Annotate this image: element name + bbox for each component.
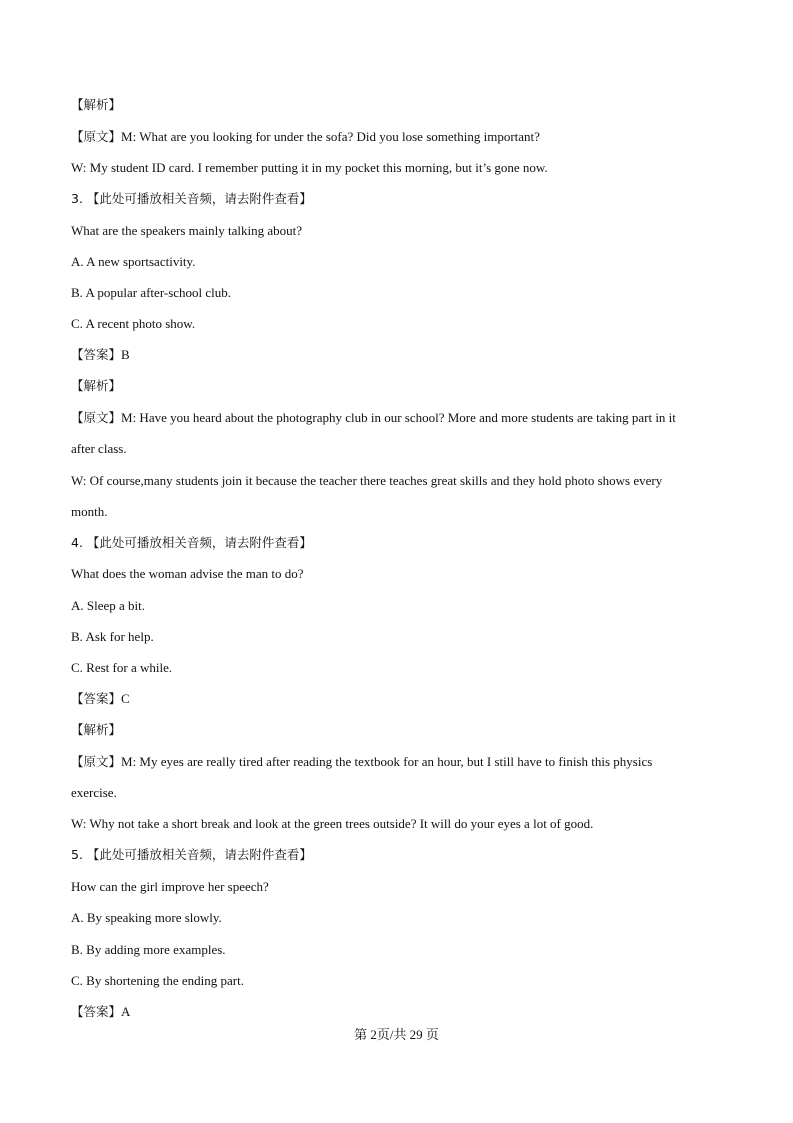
text-line bbox=[71, 942, 226, 958]
line-text: month. bbox=[71, 504, 108, 519]
text-line bbox=[71, 410, 676, 426]
text-line bbox=[71, 347, 130, 363]
text-line bbox=[71, 441, 127, 457]
text-line bbox=[71, 504, 107, 520]
section-label: 【解析】 bbox=[71, 722, 122, 737]
section-label: 【答案】 bbox=[71, 347, 122, 362]
text-line bbox=[71, 129, 540, 145]
line-text: C. By shortening the ending part. bbox=[71, 973, 244, 988]
line-text: A. By speaking more slowly. bbox=[71, 910, 222, 925]
text-line bbox=[71, 973, 244, 989]
question-heading: 4. 【此处可播放相关音频，请去附件查看】 bbox=[71, 535, 312, 550]
text-line bbox=[71, 660, 172, 676]
text-line bbox=[71, 316, 195, 332]
line-text: A. Sleep a bit. bbox=[71, 598, 146, 613]
text-line bbox=[71, 285, 231, 301]
line-text: C bbox=[121, 691, 130, 706]
text-line bbox=[71, 785, 117, 801]
line-text: exercise. bbox=[71, 785, 117, 800]
question-heading: 3. 【此处可播放相关音频，请去附件查看】 bbox=[71, 191, 312, 206]
text-line bbox=[71, 1004, 130, 1020]
line-text: A. A new sportsactivity. bbox=[71, 254, 196, 269]
text-line bbox=[71, 629, 154, 645]
line-text: What are the speakers mainly talking about? bbox=[71, 223, 303, 238]
text-line bbox=[71, 754, 652, 770]
line-text: B bbox=[121, 347, 130, 362]
text-line bbox=[71, 473, 662, 489]
line-text: M: Have you heard about the photography club in our school? More and more students are taking part in it bbox=[121, 410, 676, 425]
line-text: What does the woman advise the man to do? bbox=[71, 566, 304, 581]
line-text: W: My student ID card. I remember putting it in my pocket this morning, but it’s gone now. bbox=[71, 160, 548, 175]
text-line bbox=[71, 816, 593, 832]
line-text: B. By adding more examples. bbox=[71, 942, 226, 957]
text-line bbox=[71, 223, 302, 239]
section-label: 【原文】 bbox=[71, 410, 122, 425]
line-text: B. A popular after-school club. bbox=[71, 285, 232, 300]
section-label: 【解析】 bbox=[71, 97, 122, 112]
section-label: 【原文】 bbox=[71, 129, 122, 144]
section-label: 【原文】 bbox=[71, 754, 122, 769]
text-line bbox=[71, 535, 312, 551]
text-line bbox=[71, 97, 121, 113]
text-line bbox=[71, 722, 121, 738]
text-line bbox=[71, 879, 269, 895]
text-line bbox=[71, 910, 222, 926]
line-text: M: My eyes are really tired after reading the textbook for an hour, but I still have to finish this physics bbox=[121, 754, 653, 769]
text-line bbox=[71, 566, 304, 582]
line-text: C. A recent photo show. bbox=[71, 316, 196, 331]
text-line bbox=[71, 160, 548, 176]
page-footer: 第 2页/共 29 页 bbox=[354, 1027, 439, 1042]
section-label: 【答案】 bbox=[71, 691, 122, 706]
line-text: W: Why not take a short break and look at the green trees outside? It will do your eyes a lot of good. bbox=[71, 816, 594, 831]
line-text: B. Ask for help. bbox=[71, 629, 154, 644]
text-line bbox=[71, 378, 121, 394]
text-line bbox=[71, 598, 145, 614]
line-text: W: Of course,many students join it because the teacher there teaches great skills and they hold photo shows every bbox=[71, 473, 663, 488]
section-label: 【答案】 bbox=[71, 1004, 122, 1019]
line-text: C. Rest for a while. bbox=[71, 660, 173, 675]
line-text: M: What are you looking for under the sofa? Did you lose something important? bbox=[121, 129, 540, 144]
text-line bbox=[71, 254, 195, 270]
text-line bbox=[71, 847, 312, 863]
line-text: How can the girl improve her speech? bbox=[71, 879, 269, 894]
text-line bbox=[71, 691, 130, 707]
question-heading: 5. 【此处可播放相关音频，请去附件查看】 bbox=[71, 847, 312, 862]
line-text: after class. bbox=[71, 441, 127, 456]
text-line bbox=[71, 191, 312, 207]
section-label: 【解析】 bbox=[71, 378, 122, 393]
line-text: A bbox=[121, 1004, 131, 1019]
